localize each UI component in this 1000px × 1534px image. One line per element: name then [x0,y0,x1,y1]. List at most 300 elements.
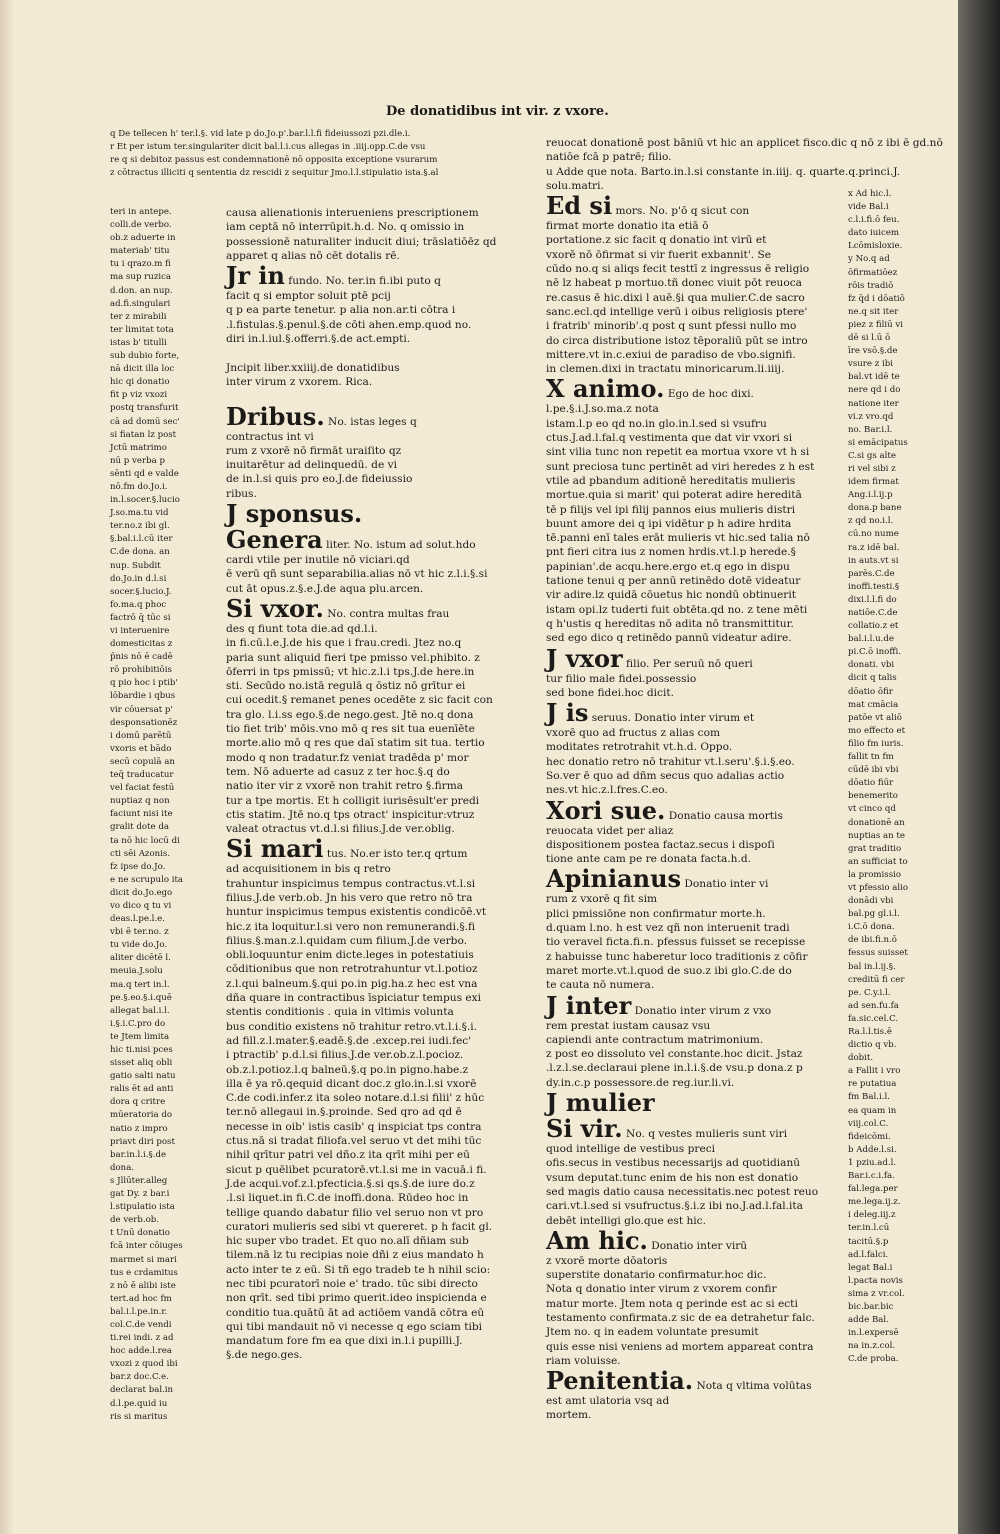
text-line [226,1248,518,1262]
running-header: De donatidibus int vir. z vxore. [386,104,609,119]
text-line [546,1408,842,1422]
line-text: tio veravel ficta.fi.n. pfessus fuisset se recepisse [546,936,806,949]
line-text: tur filio male fidei.possessio [546,672,697,685]
text-line [546,1033,842,1047]
rubric-heading: Si vxor. [226,593,324,623]
text-line [546,964,842,978]
line-text: sed bone fidei.hoc dicit. [546,686,674,699]
gloss-line: vi.z vro.qd [848,411,894,422]
line-text: portatione.z sic facit q donatio int virū et [546,234,767,247]
gloss-line: dona. [110,1162,135,1173]
text-line [226,779,518,793]
line-text: dy.in.c.p possessore.de reg.iur.li.vi. [546,1076,735,1089]
text-line [226,1077,518,1091]
gloss-line: idem firmat [848,477,899,488]
text-line [546,755,842,769]
rubric-heading: Jr in [226,261,285,291]
line-text: d.quam l.no. h est vez qñ non interuenit tradi [546,922,790,935]
gloss-line: bal.pg gl.i.l. [848,909,900,920]
text-line [546,1090,842,1116]
gloss-line: inoffi.testi.§ [848,581,900,592]
gloss-line: priavt diri post [110,1136,175,1147]
line-text: istam.l.p eo qd no.in glo.in.l.sed si vsufru [546,417,767,430]
line-text: mortue.quia si marit' qui poterat adire hereditā [546,489,802,502]
gloss-line: c.l.i.fi.ō feu. [848,215,900,226]
gloss-line: secū copulā an [110,756,175,767]
text-line [546,1325,842,1339]
gloss-line: fideicōmi. [848,1131,891,1142]
gloss-line: bal in.l.ij.§. [848,961,896,972]
gloss-line: tacitū.§.p [848,1236,889,1247]
text-line [546,1061,842,1075]
gloss-line: pe.§.eo.§.i.quē [110,992,172,1003]
line-text: de in.l.si quis pro eo.J.de fideiussio [226,473,413,486]
line-text: u Adde que nota. Barto.in.l.si constante in.iiij. q. quarte.q.princi.J. [546,165,901,178]
text-line [226,808,518,822]
line-text: huntur inspicimus tempus existentis condicōē.vt [226,906,487,919]
text-line [546,262,842,276]
text-line [546,892,842,906]
text-line [546,672,842,686]
gloss-line: gralit dote da [110,822,169,833]
line-text: filio. Per seruū nō queri [626,657,753,670]
line-text: qui tibi mandauit nō vi necesse q ego sciam tibi [226,1320,483,1333]
gloss-line: vxoris et bādo [110,743,172,754]
text-line [226,962,518,976]
text-line [546,617,842,631]
gloss-line: dora q critre [110,1097,166,1108]
line-text: tus. No.er isto ter.q qrtum [326,848,468,861]
gloss-line: de ibi.fi.n.ō [848,935,897,946]
text-line [546,1225,842,1255]
text-line [226,1206,518,1220]
text-line [546,795,842,825]
gloss-line: cti sēi Azonis. [110,848,171,859]
gloss-line: s Jllūter.alleg [110,1175,168,1186]
text-line [226,877,518,891]
text-line [226,263,518,289]
gloss-line: i.C.ō dona. [848,922,895,933]
line-text: cari.vt.l.sed si vsufructus.§.i.z ibi no.J.ad.l.fal.ita [546,1200,803,1213]
gloss-line: i domū parētū [110,730,172,741]
gloss-line: gat Dy. z bar.i [110,1189,170,1200]
text-line [226,862,518,876]
line-text: trahuntur inspicimus tempus contractus.vt.l.si [226,877,476,890]
line-text: rem prestat iustam causaz vsu [546,1019,711,1032]
gloss-line: deas.l.pe.l.e. [110,914,165,925]
line-text: rum z vxorē q fit sim [546,893,657,906]
gloss-line: tus e crdamitus [110,1267,178,1278]
line-text: inuitarētur ad delinquedū. de vi [226,459,397,472]
line-text: ofis.secus in vestibus necessarijs ad quotidianū [546,1157,801,1170]
gloss-line: teri in antepe. [110,207,172,217]
line-text: vxorē nō ōfirmat si vir fuerit exbannit'. Se [546,248,771,261]
line-text: J.de acqui.vof.z.l.pfecticia.§.si qs.§.de iure do.z [226,1177,475,1190]
text-line [226,1320,518,1334]
text-line [546,319,842,333]
text-line [546,376,842,402]
line-text: sti. Secūdo no.istā regulā q ōstiz nō grītur ei [226,680,466,693]
gloss-line: ea quam in [848,1105,897,1116]
gloss-line: dicit do.Jo.ego [110,887,173,898]
gloss-line: natio z impro [110,1123,168,1134]
gloss-line: ter.no.z ibi gl. [110,521,170,532]
line-text: plici pmissiōne non confirmatur morte.h. [546,907,766,920]
rubric-heading: J inter [546,990,632,1020]
line-text: te cauta nō numera. [546,979,655,992]
top-gloss-line: q De tellecen h' ter.l.§. vid late p do.Jo.p'.bar.l.l.fi fideiussozi pzi.dle.i. [110,129,411,139]
text-line [226,1163,518,1177]
text-line [546,348,842,362]
rubric-heading: Penitentia. [546,1366,694,1396]
line-text: Donatio inter virū [651,1239,748,1252]
gloss-line: §.bal.i.l.cū iter [110,534,173,545]
line-text: Donatio causa mortis [668,809,783,822]
text-line [226,665,518,679]
text-line [226,794,518,808]
gloss-line: tert.ad hoc fm [110,1293,172,1304]
gloss-line: ta nō hic locū di [110,835,180,846]
line-text: solu.matri. [546,179,604,192]
gloss-line: do.Jo.in d.l.si [110,573,167,584]
rubric-heading: Dribus. [226,401,325,431]
text-line [546,1142,842,1156]
line-text: ē verū qñ sunt separabilia.alias nō vt hic z.l.i.§.si [226,568,488,581]
line-text: morte.alio mō q res que daī statim sit tua. tertio [226,737,485,750]
text-line [546,248,842,262]
right-margin-gloss [848,188,928,1366]
text-line [226,948,518,962]
text-line [546,474,842,488]
text-line [546,334,842,348]
line-text: contractus int vi [226,430,314,443]
gloss-line: l.pacta novis [848,1275,903,1286]
gloss-line: dobit. [848,1053,874,1064]
line-text: tione ante cam pe re donata facta.h.d. [546,853,751,866]
line-text: sed magis datio causa necessitatis.nec potest reuo [546,1185,819,1198]
line-text: moditates retrotrahit vt.h.d. Oppo. [546,741,733,754]
line-text: i ptractib' p.d.l.si filius.J.de ver.ob.z.l.pocioz. [226,1049,464,1062]
gloss-line: nō.fm do.Jo.i. [110,481,168,492]
line-text: necesse in oib' istis casib' q inspiciat tps contra [226,1120,482,1133]
rubric-heading: Si mari [226,834,324,864]
text-line [226,934,518,948]
text-line [226,1091,518,1105]
gloss-line: vel faciat festū [110,783,175,794]
line-text: No. contra multas frau [327,607,450,620]
line-text: sunt preciosa tunc pertinēt ad viri heredes z h est [546,460,815,473]
gloss-line: benemerito [848,791,898,802]
line-text: valeat otractus vt.d.l.si filius.J.de ver.oblig. [226,823,455,836]
line-text: l.pe.§.i.J.so.ma.z nota [546,403,659,416]
gloss-line: teq̄ traducatur [110,770,174,781]
gloss-line: Ang.i.l.ij.p [848,490,893,501]
line-text: No. q vestes mulieris sunt viri [626,1128,788,1141]
text-line [226,1291,518,1305]
gloss-line: materiab' titu [110,246,170,257]
text-line [226,1234,518,1248]
text-line [226,289,518,303]
line-text: Donatio inter vi [684,878,769,891]
gloss-line: z qd no.i.l. [848,516,894,527]
line-text: modo q non tradatur.fz veniat tradēda p' mor [226,751,469,764]
gloss-line: J.so.ma.tu vid [110,508,169,519]
line-text: maret morte.vt.l.quod de suo.z ibi glo.C.de do [546,964,792,977]
line-text: iam ceptā nō interrūpit.h.d. No. q omissio in [226,221,465,234]
gloss-line: ob.z aduerte in [110,233,176,244]
line-text: z post eo dissoluto vel constante.hoc dicit. Jstaz [546,1048,803,1061]
gloss-line: fallit tn fm [848,752,894,763]
gloss-line: sima z vr.col. [848,1288,905,1299]
line-text: Nota q vltima volūtas [696,1380,812,1393]
text-line [546,740,842,754]
text-line [546,517,842,531]
line-text: liter. No. istum ad solut.hdo [326,539,476,552]
gloss-line: e ne scrupulo ita [110,874,184,885]
text-line [546,935,842,949]
gloss-line: ter.in.l.cū [848,1223,890,1234]
line-text: ad fill.z.l.mater.§.eadē.§.de .excep.rei iudi.fec' [226,1034,472,1047]
gloss-line: C.de proba. [848,1354,899,1365]
line-text: des q fiunt tota die.ad qd.l.i. [226,622,378,635]
gloss-line: vsure z ibi [848,359,893,370]
text-line [546,1116,842,1142]
line-text: papinian'.de acqu.here.ergo et.q ego in dispu [546,560,790,573]
line-text: cūdo no.q si aliqs fecit testtī z ingressus ē religio [546,263,810,276]
text-line [226,920,518,934]
gloss-line: ōfirmatiōez [848,267,898,278]
line-text: non qrīt. sed tibi primo querit.ideo inspicienda e [226,1292,487,1305]
text-line [546,165,901,179]
gloss-line: ma sup ruzica [110,272,172,283]
gloss-line: ne.q sit iter [848,306,899,317]
line-text: So.ver ē quo ad dñm secus quo adalias actio [546,769,785,782]
gloss-line: fm Bal.i.l. [848,1092,890,1103]
gloss-line: mūeratoria do [110,1110,173,1121]
text-line [546,488,842,502]
gloss-line: 1 pziu.ad.l. [848,1157,897,1168]
gloss-line: natiōe.C.de [848,608,898,618]
line-text: z habuisse tunc haberetur loco traditionis z cōfir [546,950,808,963]
text-line [226,472,518,486]
gloss-line: parēs.C.de [848,568,895,579]
gloss-line: cā ad domū sec' [110,416,180,427]
line-text: q h'ustis q hereditas nō adita nō transmittitur. [546,617,794,630]
text-line [546,219,842,233]
gloss-line: vt cinco qd [848,804,896,815]
line-text: ōferri in tps pmissū; vt hic.z.l.i tps.J.de here.in [226,665,475,678]
gloss-line: socer.§.lucio.J. [110,586,172,597]
gloss-line: bal.i.l.pe.in.r. [110,1306,168,1317]
gloss-line: dato iuicem [848,228,900,239]
line-text: curatori mulieris sed sibi vt quereret. p h facit gl. [226,1220,493,1233]
gloss-line: te Jtem limita [110,1031,170,1042]
line-text: Donatio inter virum z vxo [634,1004,772,1017]
left-margin-gloss [110,206,208,1424]
line-text: Jncipit liber.xxiiij.de donatidibus [226,361,400,374]
gloss-line: in.l.socer.§.lucio [110,495,180,506]
gloss-line: fessus suisset [848,948,908,959]
text-line [226,751,518,765]
gloss-line: ad.l.falci. [848,1249,889,1260]
text-line [226,220,518,234]
text-line [546,1199,842,1213]
gloss-line: viij.col.C. [848,1118,889,1129]
gloss-line: na in.z.col. [848,1341,896,1352]
gloss-line: si fiatan lz post [110,429,177,440]
text-line [226,1306,518,1320]
rubric-heading: J vxor [546,643,623,673]
text-line [226,235,518,249]
gloss-line: legat Bal.i [848,1262,893,1273]
text-line [226,567,518,581]
gloss-line: vo dico q tu vi [110,900,172,911]
gloss-line: ma.q tert in.l. [110,979,170,990]
gloss-line: ralis ēt ad anti [110,1084,174,1095]
gloss-line: vide Bal.i [848,202,889,213]
text-line [546,907,842,921]
gloss-line: me.lega.ij.z. [848,1197,901,1208]
text-line [546,588,842,602]
gloss-line: nup. Subdit [110,560,161,571]
gloss-line: nā dicit illa loc [110,364,175,375]
gloss-line: collatio.z et [848,621,899,632]
gloss-line: filio fm iuris. [848,738,904,749]
line-text: riam voluisse. [546,1354,621,1367]
gloss-line: dōatio ōfir [848,686,893,697]
gloss-line: cūdē ibi vbi [848,765,899,776]
text-line [546,1156,842,1170]
gloss-line: aliter dicētē l. [110,953,171,964]
rubric-heading: Ed si [546,191,613,221]
gloss-line: colli.de verbo. [110,220,172,231]
gloss-line: faciunt nisi ite [110,809,173,820]
gloss-line: a Fallit i vro [848,1066,901,1077]
gloss-line: b Adde.l.si. [848,1144,897,1155]
line-text: vxorē quo ad fructus z alias com [546,727,720,740]
line-text: .l.si liquet.in fi.C.de inoffi.dona. Rūdeo hoc in [226,1192,469,1205]
line-text: C.de codi.infer.z ita soleo notare.d.l.si filii' z hūc [226,1092,485,1105]
text-line [546,417,842,431]
line-text: ad acquisitionem in bis q retro [226,863,391,876]
rubric-heading: Si vir. [546,1114,623,1144]
text-line [226,375,518,389]
gloss-line: bal.vt idē te [848,372,900,383]
line-text: .l.fistulas.§.penul.§.de cōti ahen.emp.quod no. [226,318,472,331]
rubric-heading: J mulier [546,1088,655,1118]
line-text: cui ocedit.§ remanet penes ocedēte z sic facit con [226,694,493,707]
main-column-left [226,206,518,1363]
line-text: nec tibi pcuratorī noie e' trado. tūc sibi directo [226,1278,478,1290]
text-line [226,303,518,317]
gloss-line: donādi vbi [848,896,894,907]
text-line [546,1047,842,1061]
line-text: tilem.nā lz tu recipias noie dñi z eius mandato h [226,1249,484,1262]
line-text: istam opi.lz tuderti fuit obtēta.qd no. z tene mēti [546,603,808,616]
text-line [546,686,842,700]
gloss-line: donationē an [848,817,905,828]
gloss-line: grat traditio [848,843,902,854]
gloss-line: hic qi donatio [110,377,170,388]
gloss-line: p̄nis nō ē cadē [110,652,173,663]
text-line [546,460,842,474]
text-line [546,233,842,247]
line-text: ctis statim. Jtē no.q tps otract' inspicitur:vtruz [226,808,475,821]
text-line [226,1120,518,1134]
text-line [226,1034,518,1048]
line-text: matur morte. Jtem nota q perinde est ac si ecti [546,1297,798,1310]
text-line [226,444,518,458]
line-text: seruus. Donatio inter virum et [591,712,755,725]
gloss-line: fz q̄d i dōatiō [848,293,905,304]
text-line [546,1311,842,1325]
text-line [546,431,842,445]
gloss-line: tu i qrazo.m fi [110,259,171,270]
gloss-line: q pio hoc i ptib' [110,678,178,689]
gloss-line: dixi.l.l.fi do [848,594,897,605]
text-line [546,1297,842,1311]
text-line [226,1191,518,1205]
line-text: hec donatio retro nō trahitur vt.l.seru'.§.i.§.eo. [546,755,795,768]
text-line [226,458,518,472]
gloss-line: pi.C.ō inoffi. [848,647,901,658]
gloss-line: rō prohibitiōis [110,665,172,676]
line-text: re.casus ē hic.dixi l auē.§i qua mulier.C.de sacro [546,291,805,304]
line-text: fundo. No. ter.in fi.ibi puto q [288,275,441,288]
text-line [226,679,518,693]
gloss-line: ter limitat tota [110,324,174,335]
text-line [546,445,842,459]
gloss-line: y No.q ad [848,254,890,265]
text-line [546,1340,842,1354]
line-text: Nota q donatio inter virum z vxorem confir [546,1283,777,1296]
text-line [546,1268,842,1282]
text-line [226,1048,518,1062]
gloss-line: in auts.vt si [848,555,899,566]
gloss-line: ra.z idē bal. [848,542,900,553]
text-line [226,736,518,750]
gloss-line: Lcōmisloxie. [848,241,903,252]
text-line [226,318,518,332]
text-line [226,1020,518,1034]
gloss-line: nū p verba p [110,455,165,466]
gloss-line: la promissio [848,869,902,880]
text-line [226,430,518,444]
text-line [226,553,518,567]
text-line [546,726,842,740]
gloss-line: z nō ē alibi iste [110,1280,176,1291]
text-line [546,305,842,319]
gloss-line: vir cōuersat p' [110,704,173,715]
text-line [226,401,518,431]
top-gloss-note [110,128,530,180]
text-line [226,1063,518,1077]
text-line [546,824,842,838]
text-line [226,1134,518,1148]
line-text: filius.§.man.z.l.quidam cum filium.J.de verbo. [226,934,468,947]
line-text: quis esse nisi veniens ad mortem appareat contra [546,1340,814,1353]
text-line [546,1019,842,1033]
gloss-line: sub dubio forte, [110,351,180,362]
text-line [226,1177,518,1191]
line-text: vir adire.lz quidā cōuetus hic nondū obtinuerit [546,589,797,602]
gloss-line: factrō q̄ tūc si [110,612,171,623]
gloss-line: t Unū donatio [110,1228,170,1239]
text-line [226,1148,518,1162]
gloss-line: bal.i.l.u.de [848,634,894,645]
gloss-line: mo effecto et [848,725,906,736]
line-text: cut āt opus.z.§.e.J.de aqua plu.arcen. [226,582,424,595]
